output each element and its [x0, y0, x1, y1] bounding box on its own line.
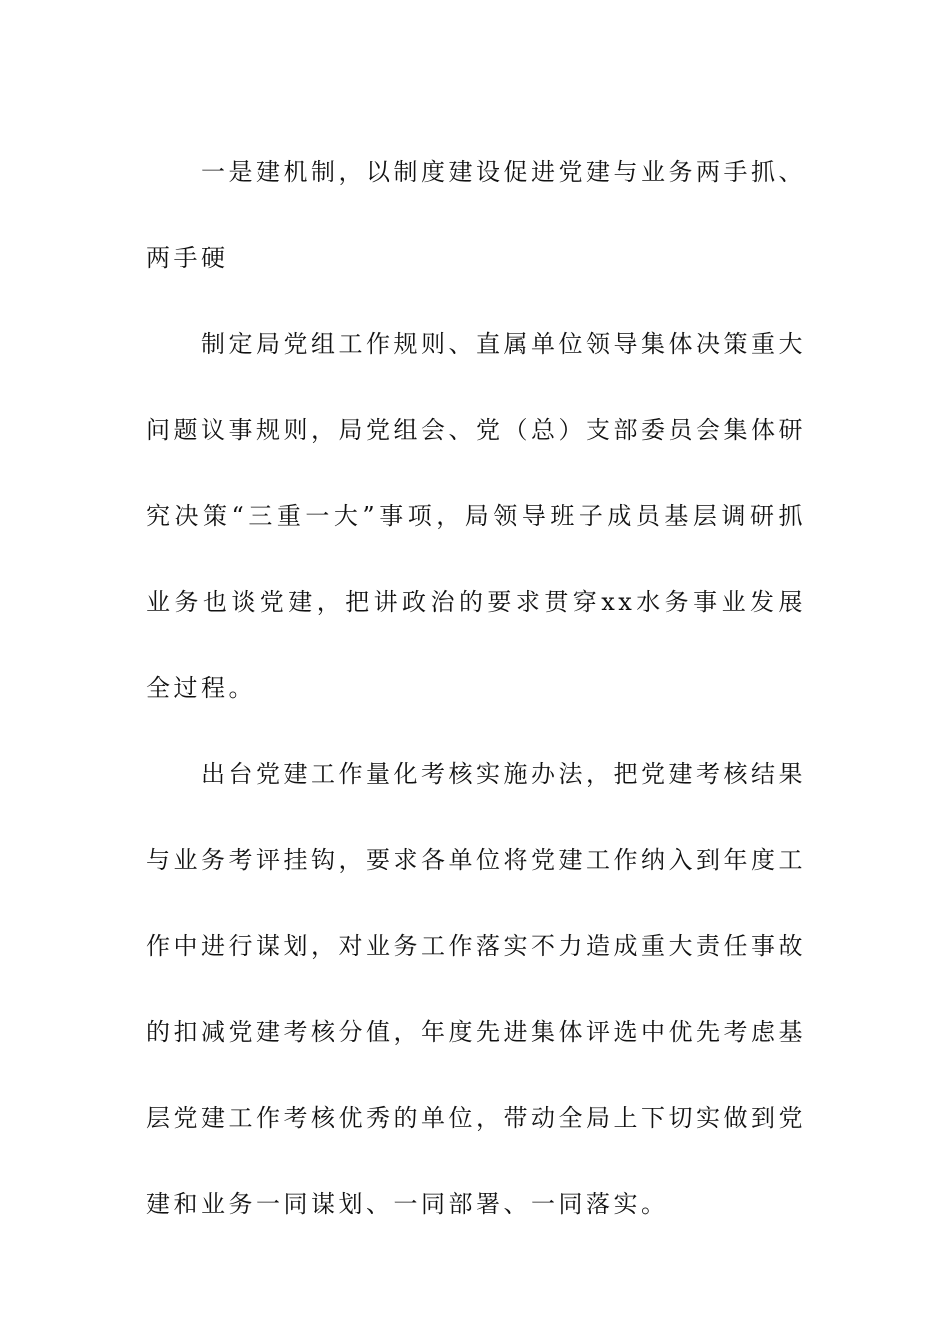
document-body	[146, 129, 806, 1247]
paragraph-assessment: 出台党建工作量化考核实施办法，把党建考核结果与业务考评挂钩，要求各单位将党建工作纳入到年度工作中进行谋划，对业务工作落实不力造成重大责任事故的扣减党建考核分值，年度先进集体评选中优先考虑基层党建工作考核优秀的单位，带动全局上下切实做到党建和业务一同谋划、一同部署、一同落实。	[146, 760, 806, 1218]
paragraph-rules: 制定局党组工作规则、直属单位领导集体决策重大问题议事规则，局党组会、党（总）支部委员会集体研究决策“三重一大”事项，局领导班子成员基层调研抓业务也谈党建，把讲政治的要求贯穿xx水务事业发展全过程。	[146, 330, 806, 702]
section-heading: 一是建机制，以制度建设促进党建与业务两手抓、两手硬	[146, 158, 806, 272]
